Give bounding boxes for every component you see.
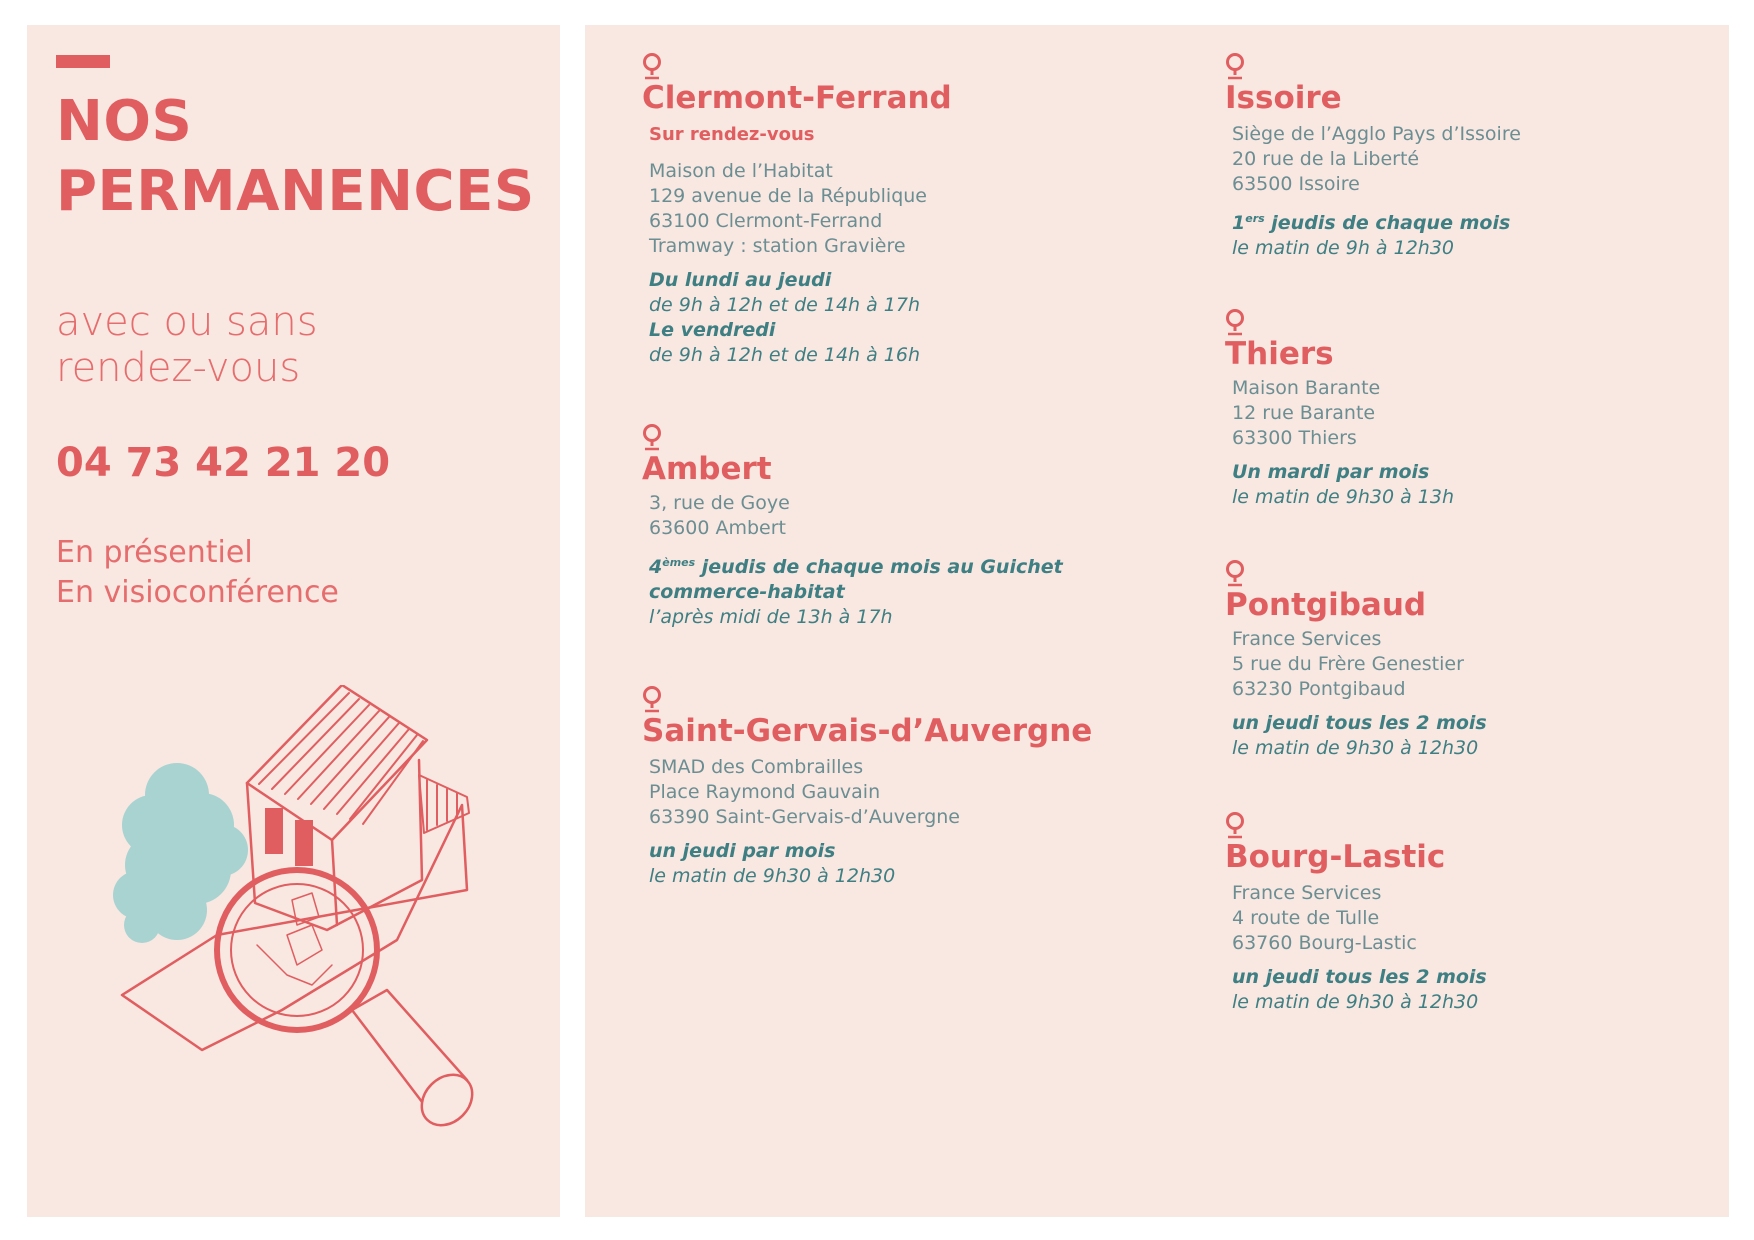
- address-line: Maison de l’Habitat: [649, 160, 833, 182]
- left-panel: [27, 25, 560, 1217]
- opening-hours: [1232, 965, 1752, 1015]
- days: [649, 550, 1169, 580]
- page-title: [56, 87, 535, 227]
- address-line: 63300 Thiers: [1232, 427, 1357, 449]
- map-pin-icon: [1225, 52, 1245, 80]
- time: le matin de 9h à 12h30: [1232, 237, 1455, 259]
- address-line: 3, rue de Goye: [649, 492, 790, 514]
- office-details: [649, 755, 1169, 889]
- time: le matin de 9h30 à 12h30: [649, 865, 896, 887]
- office-details: [1232, 881, 1752, 1015]
- magnifier-icon: [217, 870, 482, 1135]
- city-name: Ambert: [642, 451, 772, 487]
- city-name: Thiers: [1225, 336, 1334, 372]
- map-pin-icon: [1225, 559, 1245, 587]
- meeting-modes: [56, 533, 339, 613]
- address-line: SMAD des Combrailles: [649, 756, 864, 778]
- subtitle: [56, 299, 318, 391]
- map-pin-icon: [642, 52, 662, 80]
- address-line: Place Raymond Gauvain: [649, 781, 881, 803]
- opening-hours: [649, 839, 1169, 889]
- ordinal-suffix: ers: [1245, 212, 1265, 225]
- opening-hours: [1232, 711, 1752, 761]
- address-line: 4 route de Tulle: [1232, 907, 1380, 929]
- address-line: 129 avenue de la République: [649, 185, 927, 207]
- phone-number[interactable]: 04 73 42 21 20: [56, 440, 391, 486]
- opening-hours: [1232, 460, 1752, 510]
- subtitle-line-1: avec ou sans: [56, 299, 318, 345]
- address-line: 63100 Clermont-Ferrand: [649, 210, 883, 232]
- address: [1232, 122, 1752, 197]
- address-line: Siège de l’Agglo Pays d’Issoire: [1232, 123, 1521, 145]
- days: un jeudi tous les 2 mois: [1232, 966, 1487, 988]
- map-pin-icon: [1225, 811, 1245, 839]
- address: [1232, 376, 1752, 451]
- days-text: jeudis de chaque mois au Guichet: [695, 556, 1063, 578]
- city-name: Clermont-Ferrand: [642, 80, 952, 116]
- address-line: 12 rue Barante: [1232, 402, 1376, 424]
- time: de 9h à 12h et de 14h à 17h: [649, 294, 921, 316]
- title-line-2: PERMANENCES: [56, 159, 535, 224]
- time: le matin de 9h30 à 12h30: [1232, 737, 1479, 759]
- address: [649, 159, 1169, 259]
- time: le matin de 9h30 à 12h30: [1232, 991, 1479, 1013]
- office-details: [1232, 627, 1752, 761]
- office-details: [649, 491, 1169, 630]
- days: Du lundi au jeudi: [649, 269, 832, 291]
- right-panel: [585, 25, 1729, 1217]
- city-name: Pontgibaud: [1225, 587, 1427, 623]
- address: [1232, 627, 1752, 702]
- opening-hours: [649, 550, 1169, 630]
- days: un jeudi tous les 2 mois: [1232, 712, 1487, 734]
- opening-hours: [1232, 206, 1752, 261]
- address-line: 63230 Pontgibaud: [1232, 678, 1406, 700]
- address: [649, 491, 1169, 541]
- address-line: 63500 Issoire: [1232, 173, 1360, 195]
- address-line: France Services: [1232, 628, 1382, 650]
- ordinal-suffix: èmes: [662, 556, 696, 569]
- address-line: 20 rue de la Liberté: [1232, 148, 1420, 170]
- mode-in-person: En présentiel: [56, 535, 253, 570]
- office-details: [1232, 122, 1752, 261]
- ordinal: 1: [1232, 212, 1246, 234]
- address-line: France Services: [1232, 882, 1382, 904]
- map-pin-icon: [642, 685, 662, 713]
- office-details: [1232, 376, 1752, 510]
- days: [1232, 206, 1752, 236]
- appointment-note: Sur rendez-vous: [649, 124, 815, 145]
- address-line: Tramway : station Gravière: [649, 235, 906, 257]
- address-line: 5 rue du Frère Genestier: [1232, 653, 1464, 675]
- city-name: Saint-Gervais-d’Auvergne: [642, 713, 1093, 749]
- time: le matin de 9h30 à 13h: [1232, 486, 1455, 508]
- city-name: Issoire: [1225, 80, 1342, 116]
- map-pin-icon: [642, 423, 662, 451]
- time: l’après midi de 13h à 17h: [649, 606, 893, 628]
- days: un jeudi par mois: [649, 840, 836, 862]
- map-pin-icon: [1225, 308, 1245, 336]
- accent-bar: [56, 55, 110, 68]
- opening-hours: [649, 268, 1169, 368]
- days: Le vendredi: [649, 319, 776, 341]
- house-magnifier-illustration: [97, 685, 537, 1225]
- address: [649, 755, 1169, 830]
- days-text: jeudis de chaque mois: [1264, 212, 1511, 234]
- title-line-1: NOS: [56, 89, 193, 154]
- subtitle-line-2: rendez-vous: [56, 345, 301, 391]
- address-line: 63760 Bourg-Lastic: [1232, 932, 1417, 954]
- address-line: 63600 Ambert: [649, 517, 786, 539]
- city-name: Bourg-Lastic: [1225, 839, 1446, 875]
- address-line: Maison Barante: [1232, 377, 1381, 399]
- address-line: 63390 Saint-Gervais-d’Auvergne: [649, 806, 960, 828]
- ordinal: 4: [649, 556, 663, 578]
- address: [1232, 881, 1752, 956]
- days: Un mardi par mois: [1232, 461, 1430, 483]
- time: de 9h à 12h et de 14h à 16h: [649, 344, 921, 366]
- mode-video: En visioconférence: [56, 575, 339, 610]
- office-details: [649, 122, 1169, 368]
- days-continued: commerce-habitat: [649, 581, 845, 603]
